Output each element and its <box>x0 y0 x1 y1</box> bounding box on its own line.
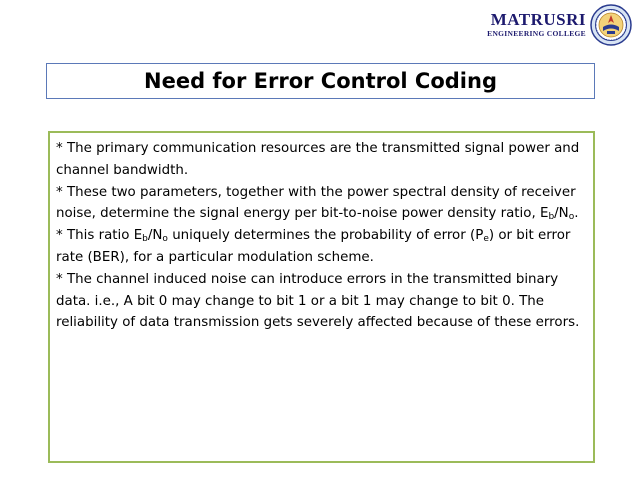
subscript-b: b <box>548 212 555 223</box>
subscript-o: o <box>162 234 168 245</box>
paragraph-1: * The primary communication resources are the transmitted signal power and channel bandwidth. <box>56 141 580 178</box>
slide-title: Need for Error Control Coding <box>144 69 497 93</box>
paragraph-3-start: * This ratio E <box>56 228 143 244</box>
subscript-e: e <box>483 234 489 245</box>
logo-text <box>487 11 586 39</box>
paragraph-2 <box>56 182 587 226</box>
paragraph-3-mid: uniquely determines the probability of error (P <box>167 228 484 244</box>
subscript-o: o <box>568 212 575 223</box>
college-emblem-icon <box>590 4 632 46</box>
slash-n: /N <box>554 206 569 222</box>
title-box <box>46 63 595 99</box>
paragraph-3-end: ) or bit error rate (BER), for a particular modulation scheme. <box>56 228 571 265</box>
slash-n: /N <box>147 228 163 244</box>
subscript-b: b <box>142 234 148 245</box>
paragraph-3 <box>56 225 587 269</box>
college-logo <box>487 4 632 46</box>
logo-subtitle: ENGINEERING COLLEGE <box>487 29 586 38</box>
period: . <box>574 206 579 222</box>
paragraph-2-text: * These two parameters, together with the power spectral density of receiver noise, determine the signal energy per bit-to-noise power density ratio, E <box>56 184 576 222</box>
content-box <box>48 131 595 463</box>
paragraph-4: * The channel induced noise can introduce errors in the transmitted binary data. i.e., A bit 0 may change to bit 1 or a bit 1 may change to bit 0. The reliability of data transmission gets severely affected because of these errors. <box>56 271 580 331</box>
content-text <box>56 138 587 334</box>
logo-name: MATRUSRI <box>490 10 586 29</box>
